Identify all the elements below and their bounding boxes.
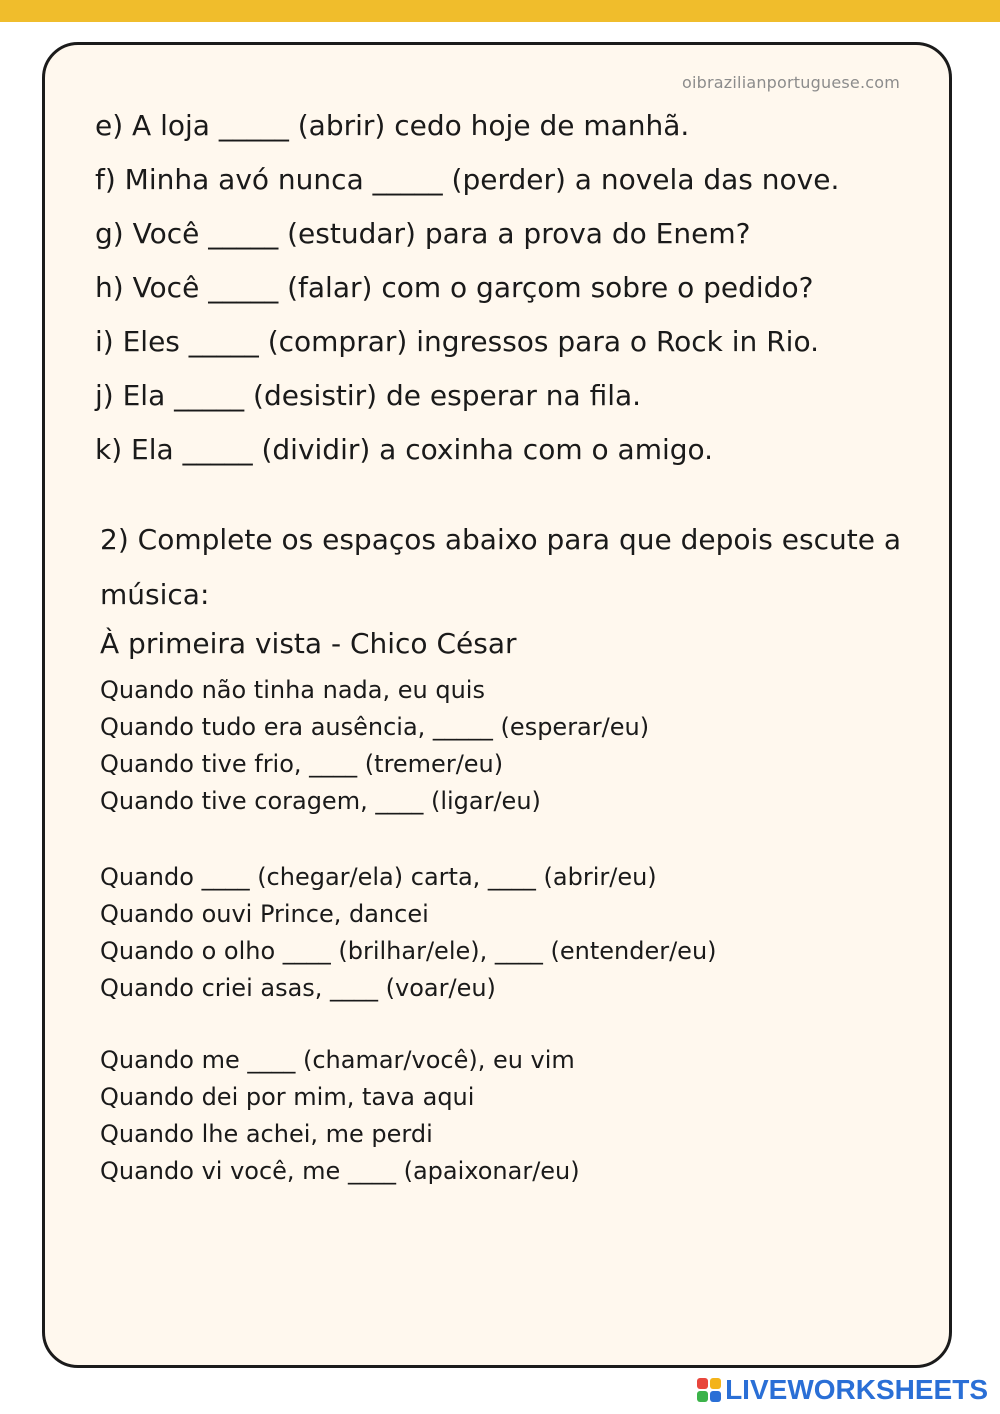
lyric-line: Quando o olho ____ (brilhar/ele), ____ (entender/eu) [100, 937, 717, 965]
liveworksheets-logo-icon [697, 1378, 721, 1402]
lyric-line: Quando ouvi Prince, dancei [100, 900, 429, 928]
lyric-line: Quando me ____ (chamar/você), eu vim [100, 1046, 575, 1074]
logo-square-blue [710, 1391, 721, 1402]
exercise-f: f) Minha avó nunca _____ (perder) a novela das nove. [95, 163, 840, 196]
lyric-line: Quando vi você, me ____ (apaixonar/eu) [100, 1157, 580, 1185]
exercise-k: k) Ela _____ (dividir) a coxinha com o amigo. [95, 433, 714, 466]
question-2-instruction: 2) Complete os espaços abaixo para que depois escute a música: [100, 523, 902, 611]
logo-square-yellow [710, 1378, 721, 1389]
lyrics-stanza-2 [100, 859, 717, 1007]
exercise-e: e) A loja _____ (abrir) cedo hoje de manhã. [95, 109, 690, 142]
exercise-g: g) Você _____ (estudar) para a prova do Enem? [95, 217, 751, 250]
exercise-j: j) Ela _____ (desistir) de esperar na fila. [95, 379, 642, 412]
lyric-line: Quando não tinha nada, eu quis [100, 676, 485, 704]
lyric-line: Quando criei asas, ____ (voar/eu) [100, 974, 496, 1002]
lyric-line: Quando tive coragem, ____ (ligar/eu) [100, 787, 541, 815]
lyric-line: Quando tudo era ausência, _____ (esperar/eu) [100, 713, 650, 741]
lyric-line: Quando tive frio, ____ (tremer/eu) [100, 750, 504, 778]
exercise-list [95, 104, 839, 482]
song-title: À primeira vista - Chico César [100, 627, 517, 660]
lyric-line: Quando dei por mim, tava aqui [100, 1083, 475, 1111]
liveworksheets-brand[interactable] [697, 1374, 988, 1406]
site-url: oibrazilianportuguese.com [682, 73, 900, 92]
brand-name: LIVEWORKSHEETS [725, 1374, 988, 1405]
logo-square-red [697, 1378, 708, 1389]
exercise-i: i) Eles _____ (comprar) ingressos para o Rock in Rio. [95, 325, 819, 358]
top-accent-bar [0, 0, 1000, 22]
exercise-h: h) Você _____ (falar) com o garçom sobre o pedido? [95, 271, 814, 304]
lyrics-stanza-3 [100, 1042, 580, 1190]
lyric-line: Quando lhe achei, me perdi [100, 1120, 433, 1148]
lyric-line: Quando ____ (chegar/ela) carta, ____ (abrir/eu) [100, 863, 657, 891]
logo-square-green [697, 1391, 708, 1402]
lyrics-stanza-1 [100, 672, 649, 820]
